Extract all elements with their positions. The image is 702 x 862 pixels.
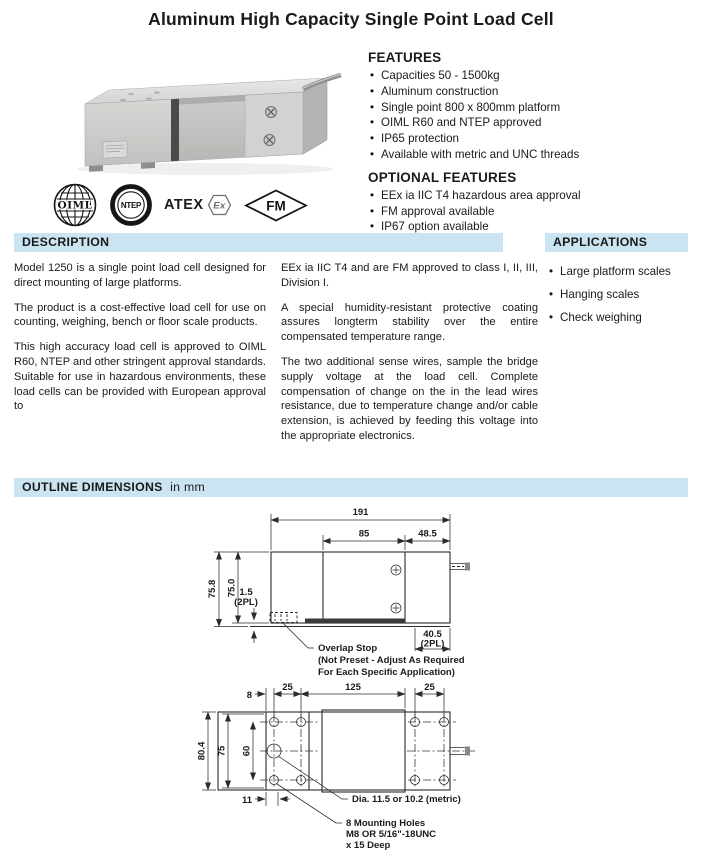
mounting-note-line3: x 15 Deep [346, 840, 391, 851]
approval-logos [52, 181, 308, 229]
oiml-logo-icon [52, 182, 98, 228]
application-item: • Check weighing [547, 310, 697, 326]
description-section-bar: DESCRIPTION [14, 233, 503, 252]
dim-gap: 1.5 [239, 587, 253, 598]
outline-units-label: in mm [170, 480, 206, 494]
overlap-note-line3: For Each Specific Application) [318, 667, 455, 678]
description-paragraph: The two additional sense wires, sample the bridge supply voltage at the load cell. Complete compensation of change on the in the lead wires resistance, due to temperature change and/or cable extension, is achieved by feeding this voltage into the appropriate electronics. [281, 355, 538, 442]
fm-logo-label: FM [265, 198, 286, 213]
optional-feature-item: • EEx ia IIC T4 hazardous area approval [368, 188, 702, 204]
description-paragraph: Model 1250 is a single point load cell designed for direct mounting of large platforms. [14, 262, 266, 289]
optional-features-list [368, 188, 702, 235]
overlap-note-line2: (Not Preset - Adjust As Required [318, 655, 465, 666]
features-list [368, 68, 702, 163]
screw-symbol [391, 565, 401, 575]
description-paragraph: This high accuracy load cell is approved to OIML R60, NTEP and other stringent approval standards. Suitable for use in hazardous environments, these load cells can be provided with European approval to [14, 341, 267, 413]
screw-symbol [391, 603, 401, 613]
oiml-logo-label: OIML [57, 199, 93, 212]
atex-ex-label: Ex [212, 200, 226, 212]
features-heading: FEATURES [368, 50, 442, 65]
description-paragraph: The product is a cost-effective load cell for use on counting, weighing, bench or floor scale products. [14, 301, 266, 329]
description-column-2 [281, 261, 538, 454]
dim-width-outer: 80.4 [196, 741, 208, 761]
dim-width-inner: 75 [216, 745, 228, 757]
features-section [368, 50, 702, 235]
applications-section-bar: APPLICATIONS [545, 233, 688, 252]
load-cell-image [77, 74, 341, 175]
atex-ex-hexagon-icon [207, 194, 232, 216]
feature-item: • Available with metric and UNC threads [368, 147, 702, 163]
screw-icon [266, 107, 277, 118]
feature-item: • Capacities 50 - 1500kg [368, 68, 702, 84]
dim-offset: 11 [241, 795, 252, 806]
feature-item: • IP65 protection [368, 131, 702, 147]
atex-logo-label: ATEX [164, 197, 204, 213]
ntep-logo-icon [110, 184, 152, 226]
description-paragraph: A special humidity-resistant protective coating assures longterm stability over the entire compensated temperature range. [281, 301, 538, 344]
side-view [207, 507, 470, 678]
atex-logo [164, 194, 232, 216]
dim-foot-places: (2PL) [420, 638, 445, 650]
dim-hole-span: 60 [241, 745, 253, 757]
dim-gap-places: (2PL) [234, 597, 258, 608]
overlap-note-line1: Overlap Stop [318, 643, 378, 654]
optional-features-heading: OPTIONAL FEATURES [368, 169, 517, 185]
ntep-logo-label: NTEP [120, 201, 142, 210]
dim-pitch-b: 25 [424, 682, 435, 693]
mounting-note-line2: M8 OR 5/16"-18UNC [346, 829, 437, 840]
top-view [197, 682, 477, 851]
dim-length-total: 191 [352, 507, 369, 518]
page-title: Aluminum High Capacity Single Point Load Cell [148, 9, 554, 29]
dim-foot: 40.5 [423, 629, 442, 640]
screw-icon [264, 135, 275, 146]
product-photo [45, 52, 345, 182]
outline-dimensions-title: OUTLINE DIMENSIONS [22, 480, 163, 494]
application-item: • Hanging scales [547, 287, 697, 303]
feature-item: • OIML R60 and NTEP approved [368, 115, 702, 131]
description-column-1 [14, 261, 266, 424]
optional-feature-item: • IP67 option available [368, 219, 702, 235]
feature-item: • Aluminum construction [368, 84, 702, 100]
cable [450, 563, 470, 571]
dim-length-mid: 85 [358, 528, 370, 540]
applications-list [547, 264, 697, 332]
outline-dimensions-bar [14, 478, 688, 497]
mounting-note-line1: 8 Mounting Holes [346, 818, 426, 829]
fm-logo-icon [244, 189, 308, 222]
dim-height-inner: 75.0 [226, 578, 238, 598]
dim-pitch-a: 25 [282, 682, 293, 693]
dim-length-right: 48.5 [418, 528, 437, 540]
feature-item: • Single point 800 x 800mm platform [368, 100, 702, 116]
optional-feature-item: • FM approval available [368, 204, 702, 220]
outline-drawing [168, 500, 528, 862]
dim-mid-length: 125 [345, 682, 361, 693]
description-paragraph: EEx ia IIC T4 and are FM approved to class I, II, III, Division I. [281, 262, 538, 289]
dim-edge: 8 [246, 690, 252, 701]
application-item: • Large platform scales [547, 264, 697, 280]
dia-note: Dia. 11.5 or 10.2 (metric) [352, 794, 461, 805]
dim-height-outer: 75.8 [207, 579, 218, 599]
